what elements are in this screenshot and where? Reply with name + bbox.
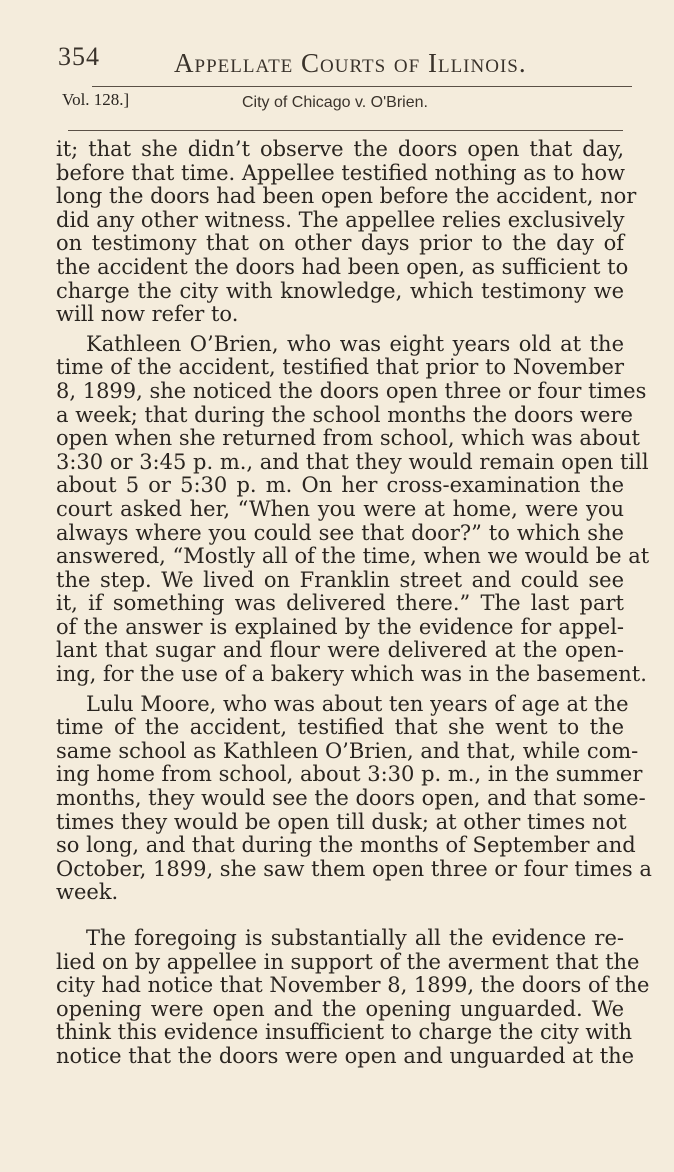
text-line: lant that sugar and flour were delivered at the open- <box>56 638 624 663</box>
text-line: answered, “Mostly all of the time, when we would be at <box>56 544 650 569</box>
text-line: 3:30 or 3:45 p. m., and that they would remain open till <box>56 449 649 474</box>
text-line: week. <box>56 880 119 905</box>
text-line: so long, and that during the months of September and <box>56 833 636 858</box>
text-line: think this evidence insufficient to charge the city with <box>56 1020 633 1045</box>
text-line: did any other witness. The appellee relies exclusively <box>56 207 625 232</box>
text-line: time of the accident, testified that she went to the <box>56 715 624 740</box>
text-line: ing home from school, about 3:30 p. m., in the summer <box>56 762 643 787</box>
text-line: The foregoing is substantially all the evidence re- <box>86 926 624 950</box>
text-line: a week; that during the school months the doors were <box>56 402 633 427</box>
page-number: 354 <box>58 42 100 71</box>
header-rule-top <box>92 86 632 87</box>
text-line: ing, for the use of a bakery which was in the basement. <box>56 662 647 687</box>
paragraph <box>56 331 650 687</box>
text-line: Lulu Moore, who was about ten years of age at the <box>86 691 629 716</box>
text-line: opening were open and the opening unguarded. We <box>56 996 624 1021</box>
text-line: time of the accident, testified that prior to November <box>56 355 624 380</box>
text-line: months, they would see the doors open, and that some- <box>56 786 646 811</box>
text-line: before that time. Appellee testified nothing as to how <box>56 160 626 185</box>
text-line: open when she returned from school, which was about <box>56 426 640 451</box>
text-line: it; that she didn’t observe the doors open that day, <box>56 137 624 161</box>
paragraph <box>56 691 652 905</box>
text-line: it, if something was delivered there.” The last part <box>56 591 624 616</box>
volume-label: Vol. 128.] <box>62 90 130 109</box>
journal-title: Appellate Courts of Illinois. <box>174 48 527 78</box>
header-rule-bottom <box>68 130 623 131</box>
text-line: lied on by appellee in support of the averment that the <box>56 949 640 974</box>
text-line: city had notice that November 8, 1899, the doors of the <box>56 973 650 998</box>
text-line: Kathleen O’Brien, who was eight years old at the <box>86 331 624 356</box>
body-text <box>56 137 652 1069</box>
text-line: 8, 1899, she noticed the doors open three or four times <box>56 378 647 403</box>
paragraph <box>56 926 650 1069</box>
text-line: same school as Kathleen O’Brien, and that, while com- <box>56 738 639 763</box>
text-line: on testimony that on other days prior to the day of <box>56 231 624 256</box>
text-line: about 5 or 5:30 p. m. On her cross-examination the <box>56 473 624 498</box>
paragraph <box>56 137 637 327</box>
text-line: times they would be open till dusk; at other times not <box>56 809 627 834</box>
text-line: of the answer is explained by the evidence for appel- <box>56 614 624 639</box>
text-line: notice that the doors were open and unguarded at the <box>56 1043 635 1068</box>
paragraph-gap <box>56 905 624 927</box>
text-line: October, 1899, she saw them open three or four times a <box>56 856 652 881</box>
text-line: the accident the doors had been open, as sufficient to <box>56 254 629 279</box>
case-title: City of Chicago v. O'Brien. <box>242 94 428 111</box>
text-line: long the doors had been open before the accident, nor <box>56 184 637 209</box>
text-line: will now refer to. <box>56 302 239 327</box>
text-line: the step. We lived on Franklin street and could see <box>56 567 624 592</box>
text-line: court asked her, “When you were at home, were you <box>56 496 624 521</box>
text-line: charge the city with knowledge, which testimony we <box>56 278 624 303</box>
text-line: always where you could see that door?” to which she <box>56 520 624 545</box>
